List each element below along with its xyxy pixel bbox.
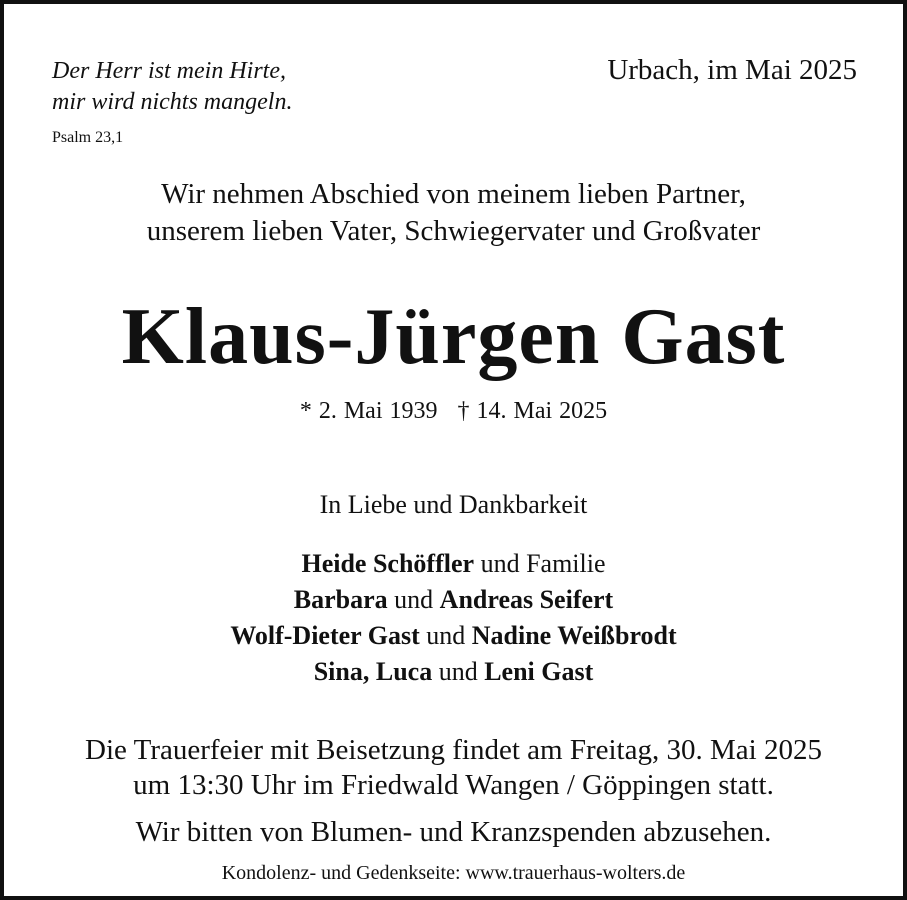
mourner-name: Wolf-Dieter Gast <box>230 621 420 650</box>
place-date: Urbach, im Mai 2025 <box>607 54 857 86</box>
condolence-website: Kondolenz- und Gedenkseite: www.trauerhaus-wolters.de <box>221 862 686 884</box>
mourner-name: Sina, Luca <box>313 657 433 686</box>
death-date: † 14. Mai 2025 <box>457 398 608 424</box>
mourner-name: Barbara <box>293 585 388 614</box>
intro-line-1: Wir nehmen Abschied von meinem lieben Partner, <box>161 178 746 210</box>
psalm-reference: Psalm 23,1 <box>52 129 124 146</box>
service-line-1: Die Trauerfeier mit Beisetzung findet am Freitag, 30. Mai 2025 <box>85 734 822 766</box>
psalm-line-1: Der Herr ist mein Hirte, <box>52 58 286 84</box>
birth-date: * 2. Mai 1939 <box>299 398 438 424</box>
mourner-connector: Familie <box>526 549 606 578</box>
mourner-line <box>4 546 903 582</box>
mourner-name: Andreas Seifert <box>439 585 614 614</box>
mourner-line <box>4 582 903 618</box>
mourner-name: Nadine Weißbrodt <box>471 621 677 650</box>
intro-line-2: unserem lieben Vater, Schwiegervater und Großvater <box>146 215 761 247</box>
mourner-connector: und <box>474 549 527 578</box>
love-line: In Liebe und Dankbarkeit <box>319 490 588 519</box>
mourner-line <box>4 618 903 654</box>
mourner-connector: und <box>432 657 485 686</box>
deceased-name: Klaus-Jürgen Gast <box>121 293 786 381</box>
mourner-name: Leni Gast <box>484 657 594 686</box>
mourner-name: Heide Schöffler <box>301 549 475 578</box>
psalm-line-2: mir wird nichts mangeln. <box>52 89 293 115</box>
life-dates <box>4 398 903 425</box>
flowers-request: Wir bitten von Blumen- und Kranzspenden abzusehen. <box>135 816 772 848</box>
mourner-line <box>4 654 903 690</box>
mourner-connector: und <box>387 585 440 614</box>
service-line-2: um 13:30 Uhr im Friedwald Wangen / Göppingen statt. <box>133 769 774 801</box>
mourner-connector: und <box>419 621 472 650</box>
mourners-list <box>4 546 903 690</box>
